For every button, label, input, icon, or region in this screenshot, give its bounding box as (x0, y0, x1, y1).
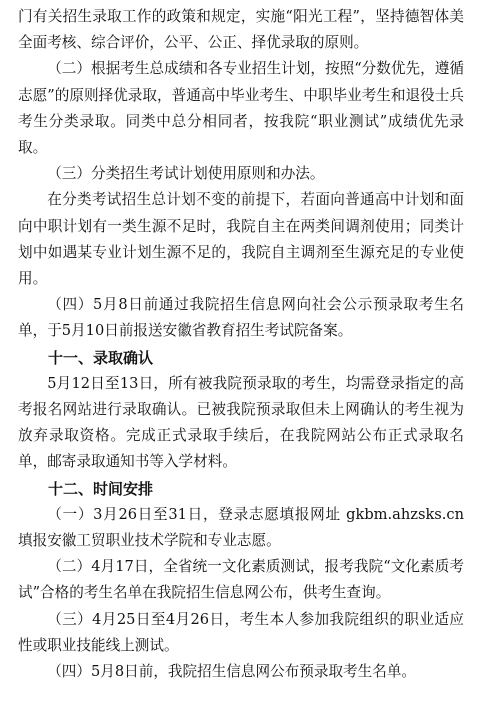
section-heading-admission-confirmation: 十一、录取确认 (48, 348, 154, 367)
paragraph-schedule-1: （一）3月26日至31日，登录志愿填报网址 gkbm.ahzsks.cn 填报安徽工贸职业技术学院和专业志愿。 (18, 505, 464, 550)
paragraph-schedule-3: （三）4月25日至4月26日，考生本人参加我院组织的职业适应性或职业技能线上测试。 (18, 610, 464, 654)
paragraph-admission-rule-3: （三）分类招生考试计划使用原则和办法。 (47, 165, 325, 183)
paragraph-plan-adjustment: 在分类考试招生总计划不变的前提下，若面向普通高中计划和面向中职计划有一类生源不足时，我院自主在两类间调剂使用；同类计划中如遇某专业计划生源不足的，我院自主调剂至生源充足的专业使用。 (18, 191, 464, 288)
paragraph-admission-principles: 门有关招生录取工作的政策和规定，实施“阳光工程”，坚持德智体美全面考核、综合评价，公平、公正、择优录取的原则。 (18, 8, 464, 52)
paragraph-admission-confirmation: 5月12日至13日，所有被我院预录取的考生，均需登录指定的高考报名网站进行录取确认。已被我院预录取但未上网确认的考生视为放弃录取资格。完成正式录取手续后，在我院网站公布正式录取名单，邮寄录取通知书等入学材料。 (18, 374, 464, 471)
paragraph-admission-rule-2: （二）根据考生总成绩和各专业招生计划，按照“分数优先，遵循志愿”的原则择优录取，普通高中毕业考生、中职毕业考生和退役士兵考生分类录取。同类中总分相同者，按我院“职业测试”成绩优先录取。 (18, 60, 464, 157)
paragraph-admission-rule-4: （四）5月8日前通过我院招生信息网向社会公示预录取考生名单，于5月10日前报送安徽省教育招生考试院备案。 (18, 296, 464, 340)
paragraph-schedule-4: （四）5月8日前，我院招生信息网公布预录取考生名单。 (47, 663, 417, 681)
section-heading-schedule: 十二、时间安排 (48, 479, 154, 498)
paragraph-schedule-2: （二）4月17日，全省统一文化素质测试，报考我院“文化素质考试”合格的考生名单在我院招生信息网公布，供考生查询。 (18, 558, 464, 602)
